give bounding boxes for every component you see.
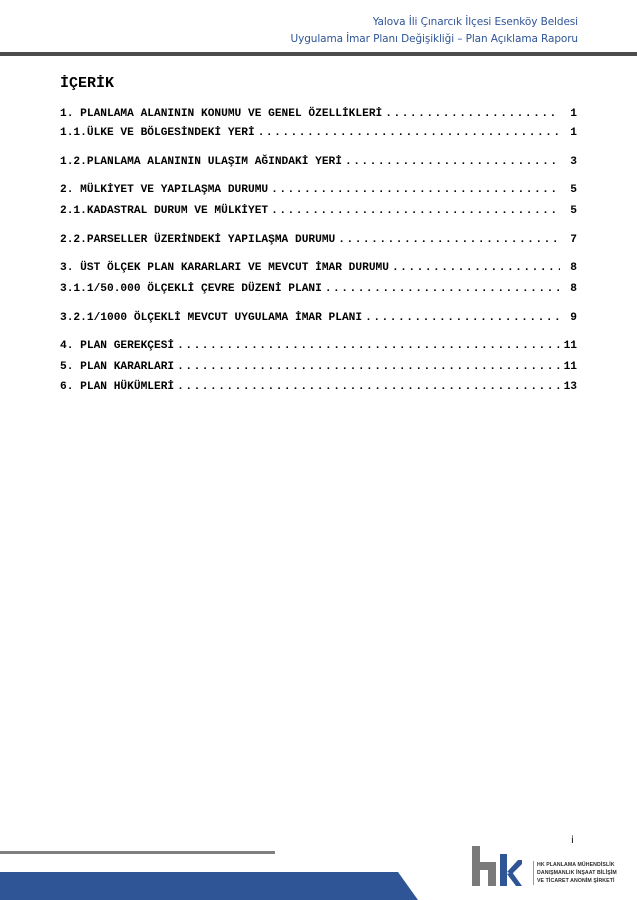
toc-leader-dots bbox=[177, 340, 560, 352]
toc-entry-label: 4. PLAN GEREKÇESİ bbox=[60, 340, 175, 352]
toc-leader-dots bbox=[177, 381, 560, 393]
toc-entry-page: 13 bbox=[563, 381, 577, 393]
toc-leader-dots bbox=[392, 262, 560, 274]
toc-entry[interactable] bbox=[60, 205, 577, 223]
toc-entry-label: 3.1.1/50.000 ÖLÇEKLİ ÇEVRE DÜZENİ PLANI bbox=[60, 283, 322, 295]
footer-band bbox=[0, 872, 418, 900]
document-header bbox=[291, 14, 578, 48]
toc-entry-label: 2.1.KADASTRAL DURUM VE MÜLKİYET bbox=[60, 205, 269, 217]
toc-leader-dots bbox=[177, 361, 560, 373]
toc-entry-page: 9 bbox=[570, 312, 577, 324]
toc-entry[interactable] bbox=[60, 184, 577, 202]
hk-logo-icon bbox=[470, 846, 522, 886]
logo-h-mark bbox=[472, 846, 496, 886]
toc-leader-dots bbox=[365, 312, 560, 324]
toc-entry-label: 1.2.PLANLAMA ALANININ ULAŞIM AĞINDAKİ YERİ bbox=[60, 156, 342, 168]
company-line: DANIŞMANLIK İNŞAAT BİLİŞİM bbox=[537, 870, 617, 876]
toc-entry-page: 8 bbox=[570, 262, 577, 274]
toc-entry[interactable] bbox=[60, 108, 577, 126]
toc-entry[interactable] bbox=[60, 262, 577, 280]
toc-entry-page: 1 bbox=[570, 108, 577, 120]
toc-entry-page: 11 bbox=[563, 340, 577, 352]
toc-entry-page: 7 bbox=[570, 234, 577, 246]
toc-entry-page: 8 bbox=[570, 283, 577, 295]
toc-entry-page: 1 bbox=[570, 127, 577, 139]
toc-title: İÇERİK bbox=[60, 75, 115, 92]
page-number: i bbox=[571, 835, 574, 846]
toc-entry-page: 3 bbox=[570, 156, 577, 168]
company-line: VE TİCARET ANONİM ŞİRKETİ bbox=[537, 878, 615, 884]
toc-entry-page: 11 bbox=[563, 361, 577, 373]
toc-leader-dots bbox=[338, 234, 560, 246]
toc-entry-label: 3.2.1/1000 ÖLÇEKLİ MEVCUT UYGULAMA İMAR PLANI bbox=[60, 312, 363, 324]
company-name bbox=[533, 861, 617, 885]
toc-entry-label: 1. PLANLAMA ALANININ KONUMU VE GENEL ÖZELLİKLERİ bbox=[60, 108, 383, 120]
toc-entry-page: 5 bbox=[570, 205, 577, 217]
logo-k-mark bbox=[500, 854, 522, 886]
toc-entry-label: 2. MÜLKİYET VE YAPILAŞMA DURUMU bbox=[60, 184, 269, 196]
toc-entry-label: 3. ÜST ÖLÇEK PLAN KARARLARI VE MEVCUT İMAR DURUMU bbox=[60, 262, 389, 274]
toc-entry[interactable] bbox=[60, 312, 577, 330]
toc-entry[interactable] bbox=[60, 283, 577, 301]
toc-leader-dots bbox=[271, 205, 560, 217]
toc-leader-dots bbox=[325, 283, 560, 295]
toc-entry-label: 6. PLAN HÜKÜMLERİ bbox=[60, 381, 175, 393]
toc-entry-page: 5 bbox=[570, 184, 577, 196]
header-line-2: Uygulama İmar Planı Değişikliği – Plan Açıklama Raporu bbox=[290, 33, 578, 45]
footer-rule bbox=[0, 851, 275, 854]
toc-entry[interactable] bbox=[60, 156, 577, 174]
toc-entry-label: 1.1.ÜLKE VE BÖLGESİNDEKİ YERİ bbox=[60, 127, 255, 139]
toc-entry[interactable] bbox=[60, 340, 577, 358]
header-rule bbox=[0, 52, 637, 56]
toc-leader-dots bbox=[271, 184, 560, 196]
toc-entry[interactable] bbox=[60, 361, 577, 379]
toc-leader-dots bbox=[385, 108, 560, 120]
toc-entry-label: 2.2.PARSELLER ÜZERİNDEKİ YAPILAŞMA DURUMU bbox=[60, 234, 336, 246]
toc-entry[interactable] bbox=[60, 234, 577, 252]
header-line-1: Yalova İli Çınarcık İlçesi Esenköy Beldesi bbox=[372, 16, 578, 28]
toc-entry-label: 5. PLAN KARARLARI bbox=[60, 361, 175, 373]
toc-leader-dots bbox=[258, 127, 560, 139]
toc-entry[interactable] bbox=[60, 381, 577, 399]
toc-leader-dots bbox=[345, 156, 560, 168]
company-line: HK PLANLAMA MÜHENDİSLİK bbox=[537, 862, 615, 868]
toc-entry[interactable] bbox=[60, 127, 577, 145]
